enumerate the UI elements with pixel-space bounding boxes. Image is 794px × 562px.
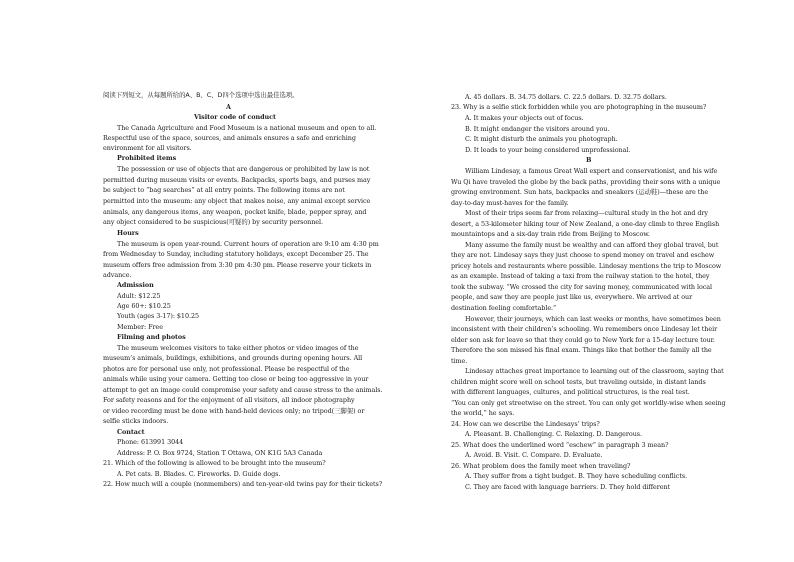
left-text-line: Admission [117, 281, 154, 289]
right-text-line: children might score well on school tests, but traveling outside, in distant lands [451, 378, 706, 386]
right-text-line: Wu Qi have traveled the globe by the back paths, providing their sons with a unique [451, 178, 721, 186]
left-text-line: For safety reasons and for the enjoyment of all visitors, all indoor photography [103, 396, 355, 404]
left-text-line: selfie sticks indoors. [103, 417, 169, 425]
left-text-line: animals, any dangerous items, any weapon, pocket knife, blade, pepper spray, and [103, 208, 367, 216]
right-text-line: “You can only get streetwise on the street. You can only get worldly-wise when seeing [451, 399, 726, 407]
right-text-line: A. It makes your objects out of focus. [465, 114, 584, 122]
left-text-line: Phone: 613991 3044 [117, 438, 184, 446]
right-text-line: day-to-day must-haves for the family. [451, 199, 569, 207]
left-text-line: Hours [117, 229, 139, 237]
right-text-line: Many assume the family must be wealthy and can afford they global travel, but [465, 241, 719, 249]
right-text-line: took the subway. “We crossed the city for saving money, communicated with local [451, 283, 713, 291]
left-text-line: Age 60+: $10.25 [117, 302, 171, 310]
right-text-line: A. 45 dollars. B. 34.75 dollars. C. 22.5 dollars. D. 32.75 dollars. [465, 93, 667, 101]
right-text-line: A. Avoid. B. Visit. C. Compare. D. Evaluate. [465, 451, 603, 459]
right-text-line: the world,” he says. [451, 409, 515, 417]
left-text-line: be subject to “bag searches” at all entry points. The following items are not [103, 186, 345, 194]
left-text-line: permitted during museum visits or events. Backpacks, sports bags, and purses may [103, 176, 371, 184]
left-text-line: 阅读下列短文，从每题所给的A、B、C、D四个选项中选出最佳选项。 [103, 91, 299, 99]
right-text-line: desert, a 53-kilometer hiking tour of New Zealand, a one-day climb to three English [451, 220, 720, 228]
left-text-line: Respectful use of the space, sources, and animals ensures a safe and enriching [103, 134, 356, 142]
left-text-line: museum’s animals, buildings, exhibitions, and grounds during opening hours. All [103, 354, 363, 362]
right-text-line: people, and saw they are people just like us, everywhere. We arrived at our [451, 293, 693, 301]
right-text-line: B. It might endanger the visitors around you. [465, 125, 610, 133]
right-text-line: 24. How can we describe the Lindesays’ trips? [451, 420, 600, 428]
left-text-line: or video recording must be done with hand-held devices only; no tripod(三脚架) or [103, 407, 365, 415]
left-text-line: The museum welcomes visitors to take either photos or video images of the [117, 344, 359, 352]
left-text-line: 21. Which of the following is allowed to be brought into the museum? [103, 459, 326, 467]
left-text-line: Prohibited items [117, 154, 177, 162]
right-text-line: elder son ask for leave so that they could go to New York for a 15-day lecture tour. [451, 336, 715, 344]
right-text-line: D. It leads to your being considered unprofessional. [465, 146, 631, 154]
left-text-line: 22. How much will a couple (nonmembers) and ten-year-old twins pay for their tickets? [103, 480, 383, 488]
right-text-line: 23. Why is a selfie stick forbidden while you are photographing in the museum? [451, 103, 707, 111]
left-text-line: permitted into the museum: any object that makes noise, any animal except service [103, 197, 371, 205]
left-text-line: museum offers free admission from 3:30 pm 4:30 pm. Please reserve your tickets in [103, 261, 372, 269]
left-text-line: Visitor code of conduct [194, 113, 276, 121]
right-text-line: William Lindesay, a famous Great Wall expert and conservationist, and his wife [465, 167, 718, 175]
left-text-line: Youth (ages 3-17): $10.25 [117, 312, 199, 320]
left-text-line: The museum is open year-round. Current hours of operation are 9:10 am 4:30 pm [117, 240, 379, 248]
right-text-line: as an example. Instead of taking a taxi from the railway station to the hotel, they [451, 272, 710, 280]
right-text-line: C. They are faced with language barriers. D. They hold different [465, 483, 671, 491]
right-text-line: Most of their trips seem far from relaxing—cultural study in the hot and dry [465, 209, 708, 217]
left-text-line: A [226, 103, 231, 111]
right-text-line: they are not. Lindesay says they just choose to spend money on travel and eschew [451, 251, 715, 259]
right-text-line: with different languages, cultures, and political structures, is the real test. [451, 388, 690, 396]
right-text-line: B [586, 156, 592, 164]
left-text-line: Adult: $12.25 [117, 292, 161, 300]
right-text-line: 25. What does the underlined word “eschew” in paragraph 3 mean? [451, 441, 669, 449]
right-text-line: destination feeling comfortable.” [451, 304, 557, 312]
left-text-line: Address: P. O. Box 9724, Station T Ottawa, ON K1G 5A3 Canada [117, 449, 323, 457]
left-text-line: The possession or use of objects that are dangerous or prohibited by law is not [117, 165, 370, 173]
right-text-line: A. They suffer from a tight budget. B. They have scheduling conflicts. [465, 472, 688, 480]
left-text-line: animals while using your camera. Getting too close or being too aggressive in your [103, 375, 369, 383]
left-text-line: advance. [103, 271, 132, 279]
right-text-line: 26. What problem does the family meet when traveling? [451, 462, 631, 470]
left-text-line: Contact [117, 428, 145, 436]
left-text-line: The Canada Agriculture and Food Museum is a national museum and open to all. [117, 124, 377, 132]
right-text-line: mountaintops and a six-day train ride from Beijing to Moscow. [451, 230, 650, 238]
left-text-line: Member: Free [117, 323, 163, 331]
left-text-line: photos are for personal use only, not professional. Please be respectful of the [103, 365, 350, 373]
right-text-line: time. [451, 357, 468, 365]
right-text-line: C. It might disturb the animals you photograph. [465, 135, 618, 143]
right-text-line: growing environment. Sun hats, backpacks and sneakers (运动鞋)—these are the [451, 188, 709, 196]
left-text-line: from Wednesday to Sunday, including statutory holidays, except December 25. The [103, 250, 369, 258]
right-text-line: Lindesay attaches great importance to learning out of the classroom, saying that [465, 367, 724, 375]
right-text-line: Therefore the son missed his final exam. Things like that bother the family all the [451, 346, 712, 354]
left-text-line: attempt to get an image could compromise your safety and cause stress to the animals. [103, 386, 383, 394]
left-text-line: Filming and photos [117, 333, 186, 341]
right-text-line: A. Pleasant. B. Challenging. C. Relaxing. D. Dangerous. [465, 430, 642, 438]
right-text-line: However, their journeys, which can last weeks or months, have sometimes been [465, 315, 721, 323]
right-text-line: pricey hotels and restaurants where possible. Lindesay mentions the trip to Moscow [451, 262, 722, 270]
left-text-line: A. Pet cats. B. Blades. C. Fireworks. D. Guide dogs. [117, 470, 281, 478]
right-text-line: inconsistent with their children’s schooling. Wu remembers once Lindesay let their [451, 325, 718, 333]
left-text-line: any object considered to be suspicious(可疑的) by security personnel. [103, 218, 324, 226]
left-text-line: environment for all visitors. [103, 144, 192, 152]
